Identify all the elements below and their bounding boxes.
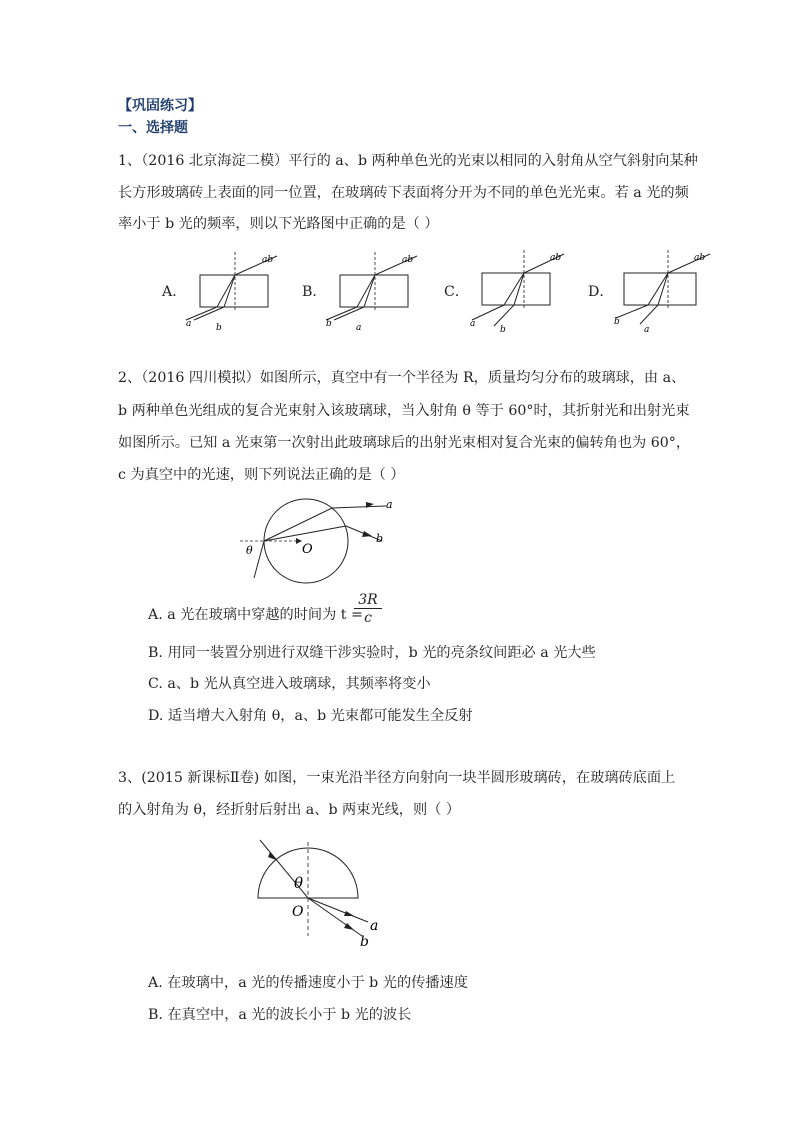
q2-glass-sphere-diagram [236, 486, 406, 586]
q1b-a-label: a [356, 323, 362, 333]
q2-option-a-fraction [354, 592, 382, 627]
q2-theta-label: θ [246, 544, 253, 557]
q2-option-a-text: A. a 光在玻璃中穿越的时间为 t = [148, 607, 363, 623]
q1d-b-label: b [614, 317, 620, 327]
q2-option-d[interactable]: D. 适当增大入射角 θ，a、b 光束都可能发生全反射 [148, 708, 473, 724]
q2-option-a[interactable] [148, 604, 363, 624]
q1-option-c-label[interactable]: C． [444, 284, 470, 300]
q3-a-label: a [370, 918, 379, 934]
q1a-ab-label: ab [262, 255, 274, 265]
section-subheader: 一、选择题 [118, 120, 188, 136]
q2-line-2: b 两种单色光组成的复合光束射入该玻璃球，当入射角 θ 等于 60°时，其折射光和出射光束 [118, 403, 690, 419]
q1d-ab-label: ab [694, 253, 706, 263]
q1b-ab-label: ab [402, 255, 414, 265]
q1-option-d-diagram [606, 246, 718, 336]
q2-o-label: O [302, 542, 313, 557]
q1-option-d-label[interactable]: D． [588, 284, 614, 300]
q2-fraction-denominator: c [364, 610, 372, 626]
q1c-ab-label: ab [550, 253, 562, 263]
q3-b-label: b [360, 934, 369, 948]
q1a-a-label: a [186, 319, 192, 329]
q2-line-3: 如图所示。已知 a 光束第一次射出此玻璃球后的出射光束相对复合光束的偏转角也为 60°， [118, 435, 691, 451]
q1c-a-label: a [470, 319, 476, 329]
q1d-a-label: a [644, 325, 650, 335]
q1-option-b-diagram [322, 248, 432, 334]
section-header: 【巩固练习】 [118, 98, 202, 114]
q1-option-a-label[interactable]: A． [162, 284, 187, 300]
q1b-b-label: b [326, 319, 332, 329]
q2-b-label: b [376, 532, 384, 545]
q3-o-label: O [292, 904, 304, 920]
q3-line-1: 3、(2015 新课标Ⅱ卷) 如图，一束光沿半径方向射向一块半圆形玻璃砖，在玻璃砖底面上 [118, 770, 676, 786]
q3-option-b[interactable]: B. 在真空中，a 光的波长小于 b 光的波长 [148, 1007, 412, 1023]
q2-line-1: 2、（2016 四川模拟）如图所示，真空中有一个半径为 R，质量均匀分布的玻璃球，由 a、 [118, 370, 686, 386]
q3-theta-label: θ [294, 874, 304, 892]
q1-line-1: 1、（2016 北京海淀二模）平行的 a、b 两种单色光的光束以相同的入射角从空气斜射向某种 [118, 153, 698, 169]
q1-option-b-label[interactable]: B． [302, 284, 327, 300]
q1-line-2: 长方形玻璃砖上表面的同一位置，在玻璃砖下表面将分开为不同的单色光光束。若 a 光的频 [118, 185, 689, 201]
q1c-b-label: b [500, 325, 506, 335]
q3-option-a[interactable]: A. 在玻璃中，a 光的传播速度小于 b 光的传播速度 [148, 975, 468, 991]
q2-option-c[interactable]: C. a、b 光从真空进入玻璃球，其频率将变小 [148, 676, 431, 692]
q3-line-2: 的入射角为 θ，经折射后射出 a、b 两束光线，则（ ） [118, 802, 461, 818]
q2-option-b[interactable]: B. 用同一装置分别进行双缝干涉实验时，b 光的亮条纹间距必 a 光大些 [148, 645, 596, 661]
q2-fraction-numerator: 3R [354, 592, 382, 609]
q1-option-c-diagram [464, 246, 574, 336]
q2-a-label: a [386, 498, 393, 511]
q1-line-3: 率小于 b 光的频率，则以下光路图中正确的是（ ） [118, 216, 439, 232]
q2-line-4: c 为真空中的光速，则下列说法正确的是（ ） [118, 467, 405, 483]
q3-semicircle-diagram [250, 836, 390, 948]
q1a-b-label: b [216, 323, 222, 333]
q1-option-a-diagram [182, 248, 292, 334]
